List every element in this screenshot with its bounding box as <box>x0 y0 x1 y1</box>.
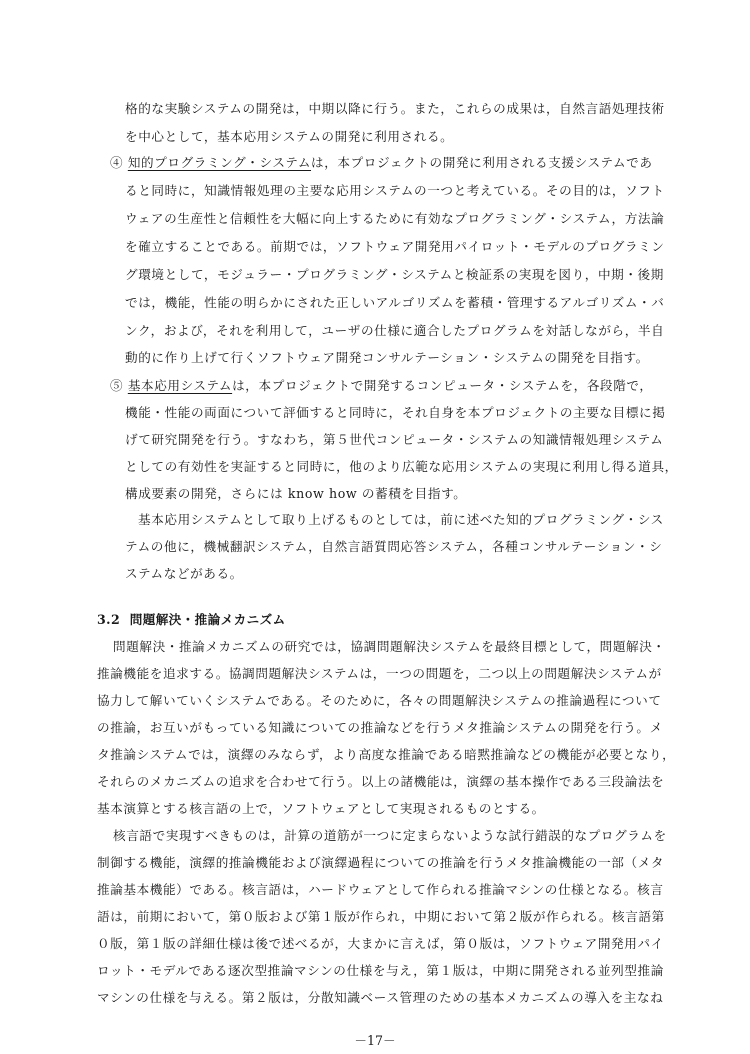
text-line: 協力して解いていくシステムである。そのために，各々の問題解決システムの推論過程について <box>97 693 662 708</box>
text-line: 構成要素の開発，さらには know how の蓄積を目指す。 <box>125 486 467 501</box>
text-line: 制御する機能，演繹的推論機能および演繹過程についての推論を行うメタ推論機能の一部（メタ <box>97 855 665 870</box>
text-line: を確立することである。前期では，ソフトウェア開発用パイロット・モデルのプログラミン <box>125 239 665 254</box>
text-line: 動的に作り上げて行くソフトウェア開発コンサルテーション・システムの開発を目指す。 <box>125 350 649 365</box>
text-line: 格的な実験システムの開発は，中期以降に行う。また，これらの成果は，自然言語処理技術 <box>125 101 665 116</box>
item-title: 基本応用システム <box>127 378 233 393</box>
text-line: げて研究開発を行う。すなわち，第５世代コンピュータ・システムの知識情報処理システム <box>125 432 664 447</box>
text-line: を中心として，基本応用システムの開発に利用される。 <box>125 129 454 144</box>
item-marker: ④ <box>110 155 124 170</box>
text-line: 機能・性能の両面について評価すると同時に，それ自身を本プロジェクトの主要な目標に掲 <box>125 405 666 420</box>
item-marker: ⑤ <box>110 378 124 393</box>
item-title: 知的プログラミング・システム <box>127 155 312 170</box>
text-line: ロット・モデルである逐次型推論マシンの仕様を与え，第１版は，中期に開発される並列型推論 <box>97 963 664 978</box>
text-line: ると同時に，知識情報処理の主要な応用システムの一つと考えている。その目的は，ソフト <box>125 183 665 198</box>
section-heading <box>97 612 286 628</box>
text-line: 問題解決・推論メカニズムの研究では，協調問題解決システムを最終目標として，問題解決・ <box>113 639 666 654</box>
text-line: 基本演算とする核言語の上で，ソフトウェアとして実現されるものとする。 <box>97 801 545 816</box>
list-item-4-first-line <box>110 155 653 171</box>
text-line: 推論機能を追求する。協調問題解決システムは，一つの問題を，二つ以上の問題解決システムが <box>97 666 662 681</box>
text-line: 語は，前期において，第０版および第１版が作られ，中期において第２版が作られる。核言語第 <box>97 909 665 924</box>
text-line: の推論，お互いがもっている知識についての推論などを行うメタ推論システムの開発を行う。メ <box>97 720 663 735</box>
text-line: 推論基本機能）である。核言語は，ハードウェアとして作られる推論マシンの仕様となる。核言 <box>97 882 664 897</box>
text-line: ステムなどがある。 <box>125 566 243 581</box>
text-line: 基本応用システムとして取り上げるものとしては，前に述べた知的プログラミング・シス <box>138 512 664 527</box>
text-line: それらのメカニズムの追求を合わせて行う。以上の諸機能は，演繹の基本操作である三段論法を <box>97 774 665 789</box>
text-line: ンク，および，それを利用して，ユーザの仕様に適合したプログラムを対話しながら，半自 <box>125 323 665 338</box>
text-line: では，機能，性能の明らかにされた正しいアルゴリズムを蓄積・管理するアルゴリズム・バ <box>125 295 665 310</box>
section-number: 3.2 <box>97 612 121 627</box>
text-line: は，本プロジェクトで開発するコンピュータ・システムを，各段階で， <box>232 378 653 393</box>
text-line: テムの他に，機械翻訳システム，自然言語質問応答システム，各種コンサルテーション・シ <box>125 539 663 554</box>
section-title: 問題解決・推論メカニズム <box>129 612 286 627</box>
list-item-5-first-line <box>110 378 653 394</box>
text-line: ０版，第１版の詳細仕様は後で述べるが，大まかに言えば，第０版は，ソフトウェア開発用パイ <box>97 936 664 951</box>
text-line: としての有効性を実証すると同時に，他のより広範な応用システムの実現に利用し得る道具， <box>125 459 678 474</box>
text-line: グ環境として，モジュラー・プログラミング・システムと検証系の実現を図り，中期・後期 <box>125 267 664 282</box>
text-line: マシンの仕様を与える。第２版は，分散知識ベース管理のための基本メカニズムの導入を主なね <box>97 990 664 1005</box>
text-line: タ推論システムでは，演繹のみならず，より高度な推論である暗黙推論などの機能が必要となり， <box>97 747 676 762</box>
text-line: ウェアの生産性と信頼性を大幅に向上するために有効なプログラミング・システム，方法論 <box>125 211 665 226</box>
text-line: は，本プロジェクトの開発に利用される支援システムであ <box>311 155 653 170</box>
text-line: 核言語で実現すべきものは，計算の道筋が一つに定まらないような試行錯誤的なプログラムを <box>113 828 667 843</box>
page-number: －17－ <box>354 1033 396 1048</box>
